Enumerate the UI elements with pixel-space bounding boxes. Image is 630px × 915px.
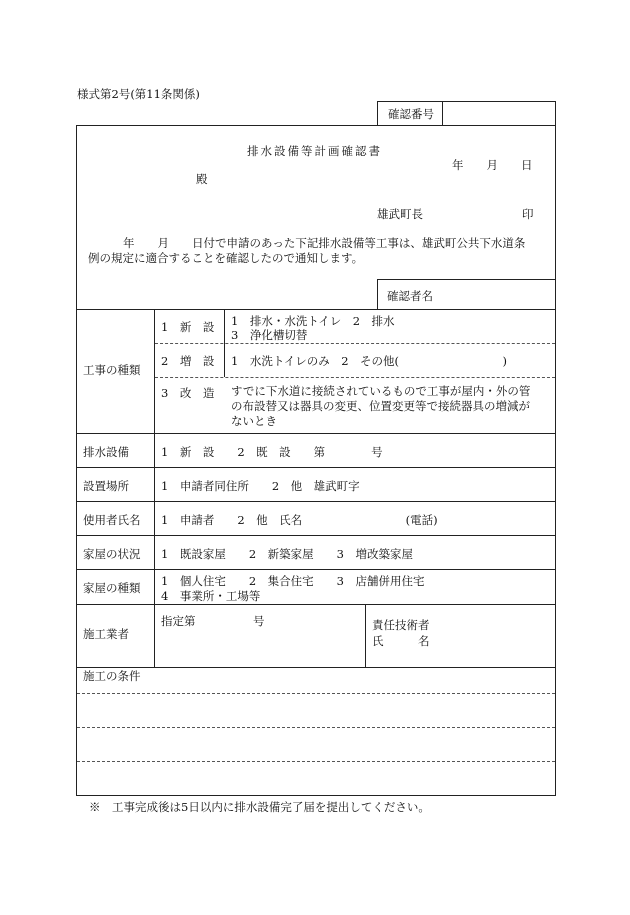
house-type-line-1: 1 個人住宅 2 集合住宅 3 店舗併用住宅: [161, 574, 425, 588]
checker-label: 確認者名: [387, 289, 433, 303]
document-title: 排水設備等計画確認書: [247, 144, 382, 158]
conditions-line-3[interactable]: [77, 761, 555, 762]
extension-options: 1 水洗トイレのみ 2 その他( ): [231, 354, 508, 368]
drainage-value: 1 新 設 2 既 設 第 号: [161, 445, 383, 459]
user-name-value: 1 申請者 2 他 氏名 (電話): [161, 513, 438, 527]
new-install-label: 1 新 設: [161, 320, 215, 334]
conditions-line-2[interactable]: [77, 727, 555, 728]
form-number: 様式第2号(第11条関係): [77, 87, 200, 101]
addressee: 殿: [196, 172, 208, 186]
extension-label: 2 増 設: [161, 354, 215, 368]
location-value: 1 申請者同住所 2 他 雄武町字: [161, 479, 360, 493]
user-name-label: 使用者氏名: [83, 513, 141, 527]
new-install-option-1: 1 排水・水洗トイレ 2 排水: [231, 314, 395, 328]
drainage-label: 排水設備: [83, 445, 129, 459]
house-status-label: 家屋の状況: [83, 547, 141, 561]
footer-note: ※ 工事完成後は5日以内に排水設備完了届を提出してください。: [89, 800, 430, 814]
checker-name-field[interactable]: [440, 280, 554, 308]
frame-top: [76, 125, 556, 126]
seal-mark: 印: [522, 207, 534, 221]
contractor-designated-no: 指定第 号: [161, 614, 265, 628]
date-field: 年 月 日: [452, 158, 533, 172]
confirm-no-field[interactable]: [443, 102, 554, 124]
conditions-label: 施工の条件: [83, 669, 141, 683]
notice-line-1: 年 月 日付で申請のあった下記排水設備等工事は、雄武町公共下水道条: [123, 236, 526, 250]
contractor-label: 施工業者: [83, 627, 129, 641]
conditions-line-1[interactable]: [77, 693, 555, 694]
issuer: 雄武町長: [377, 207, 423, 221]
frame-bottom: [76, 795, 556, 796]
renovation-line-3: ないとき: [231, 414, 277, 428]
responsible-engineer-label: 責任技術者: [372, 618, 430, 632]
notice-line-2: 例の規定に適合することを確認したので通知します。: [88, 251, 364, 265]
house-type-line-2: 4 事業所・工場等: [161, 589, 261, 603]
renovation-label: 3 改 造: [161, 386, 215, 400]
construction-type-label: 工事の種類: [83, 363, 141, 377]
location-label: 設置場所: [83, 479, 129, 493]
label-column-divider: [154, 309, 155, 667]
new-install-option-2: 3 浄化槽切替: [231, 328, 308, 342]
frame-right: [555, 125, 556, 796]
responsible-engineer-name: 氏 名: [372, 634, 430, 648]
confirm-no-label: 確認番号: [388, 107, 434, 121]
house-status-value: 1 既設家屋 2 新築家屋 3 増改築家屋: [161, 547, 413, 561]
house-type-label: 家屋の種類: [83, 581, 141, 595]
renovation-line-1: すでに下水道に接続されているもので工事が屋内・外の管: [231, 384, 531, 398]
frame-left: [76, 125, 77, 796]
renovation-line-2: の布設替又は器具の変更、位置変更等で接続器具の増減が: [231, 399, 530, 413]
